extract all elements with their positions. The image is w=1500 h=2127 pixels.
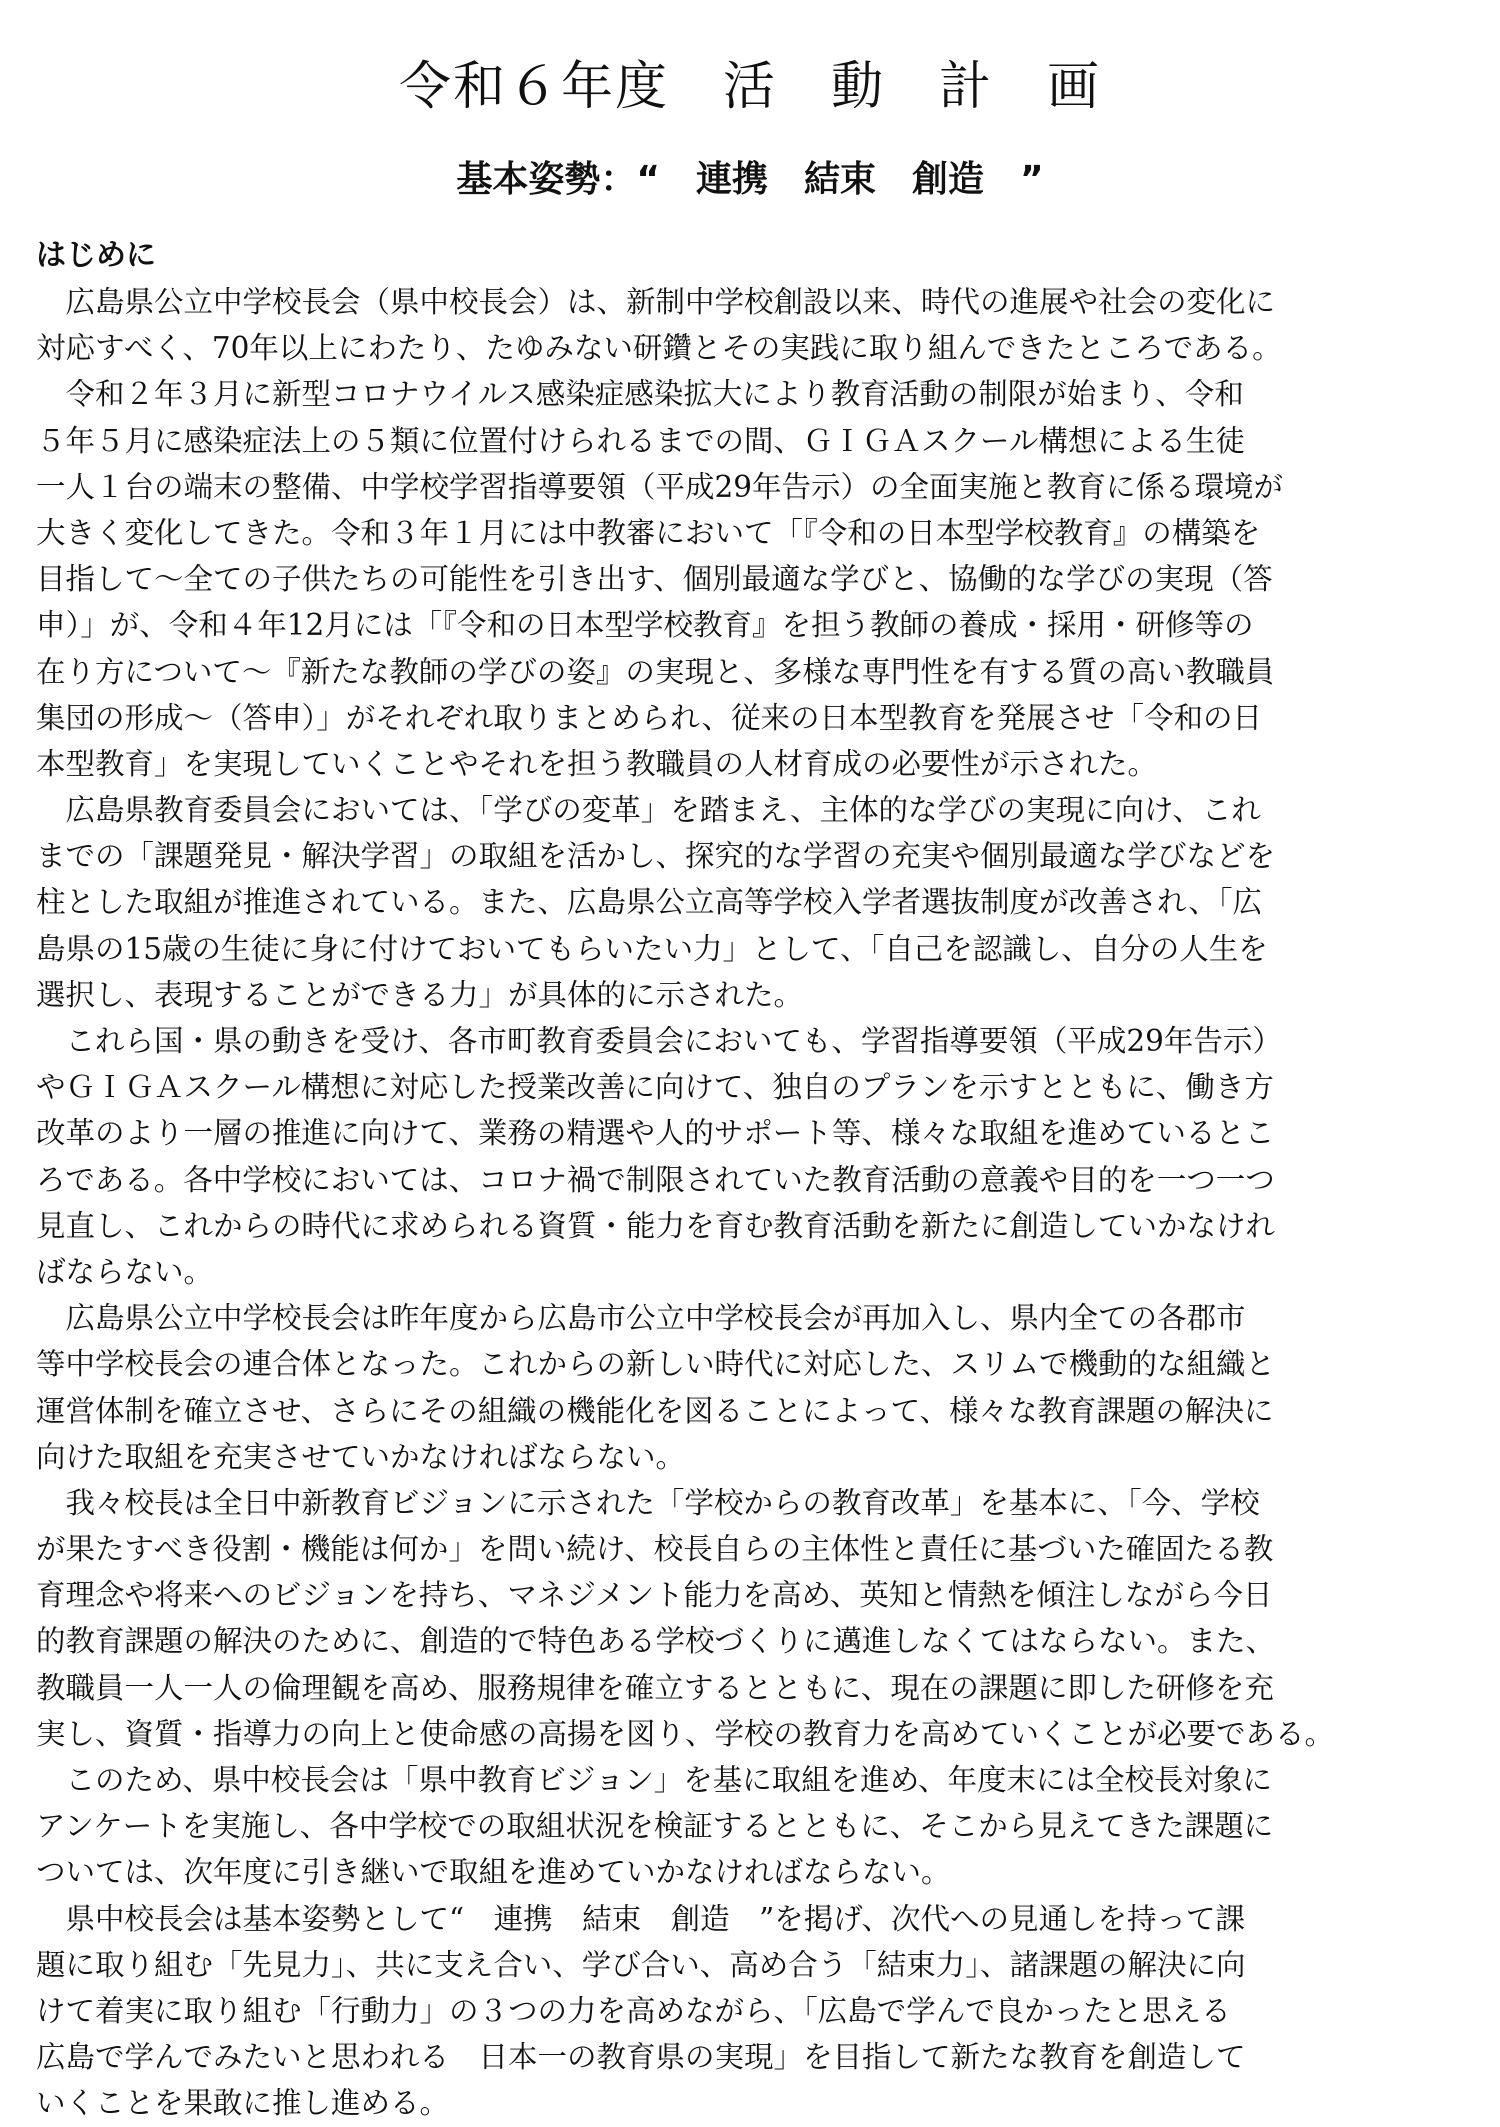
text-line: 育理念や将来へのビジョンを持ち、マネジメント能力を高め、英知と情熱を傾注しながら今日: [36, 1578, 1273, 1613]
text-line: が果たすべき役割・機能は何か」を問い続け、校長自らの主体性と責任に基づいた確固たる教: [36, 1532, 1274, 1567]
text-line: 申）」が、令和４年12月には「『令和の日本型学校教育』を担う教師の養成・採用・研修等の: [36, 608, 1254, 643]
text-line: ろである。各中学校においては、コロナ禍で制限されていた教育活動の意義や目的を一つ一つ: [36, 1162, 1275, 1197]
text-line: 運営体制を確立させ、さらにその組織の機能化を図ることによって、様々な教育課題の解決に: [36, 1393, 1274, 1428]
section-heading: はじめに: [36, 238, 156, 273]
text-line: いくことを果敢に推し進める。: [36, 2086, 450, 2121]
text-line: 目指して～全ての子供たちの可能性を引き出す、個別最適な学びと、協働的な学びの実現（答: [36, 562, 1273, 597]
text-line: 柱とした取組が推進されている。また、広島県公立高等学校入学者選抜制度が改善され、「広: [36, 885, 1263, 920]
text-line: やＧＩＧＡスクール構想に対応した授業改善に向けて、独自のプランを示すとともに、働き方: [36, 1070, 1274, 1105]
paragraph-5: [36, 1295, 1464, 1480]
text-line: 実し、資質・指導力の向上と使命感の高揚を図り、学校の教育力を高めていくことが必要である。: [36, 1716, 1335, 1751]
text-line: ついては、次年度に引き継いで取組を進めていかなければならない。: [36, 1855, 951, 1890]
text-line: 大きく変化してきた。令和３年１月には中教審において「『令和の日本型学校教育』の構築を: [36, 515, 1261, 550]
paragraph-2: [36, 371, 1464, 787]
text-line: 見直し、これからの時代に求められる資質・能力を育む教育活動を新たに創造していかなけれ: [36, 1208, 1276, 1243]
text-line: 県中校長会は基本姿勢として“ 連携 結束 創造 ”を掲げ、次代への見通しを持って課: [36, 1901, 1245, 1936]
text-line: 我々校長は全日中新教育ビジョンに示された「学校からの教育改革」を基本に、「今、学校: [36, 1485, 1260, 1520]
paragraph-6: [36, 1480, 1464, 1757]
text-line: 等中学校長会の連合体となった。これからの新しい時代に対応した、スリムで機動的な組織と: [36, 1347, 1276, 1382]
text-line: 題に取り組む「先見力」、共に支え合い、学び合い、高め合う「結束力」、諸課題の解決に向: [36, 1947, 1246, 1982]
text-line: 広島で学んでみたいと思われる 日本一の教育県の実現」を目指して新たな教育を創造して: [36, 2040, 1246, 2075]
paragraph-4: [36, 1018, 1464, 1295]
text-line: 一人１台の端末の整備、中学校学習指導要領（平成29年告示）の全面実施と教育に係る環境が: [36, 469, 1284, 504]
text-line: 広島県教育委員会においては、「学びの変革」を踏まえ、主体的な学びの実現に向け、これ: [36, 793, 1261, 828]
text-line: ばならない。: [36, 1254, 214, 1289]
text-line: 集団の形成～（答申）」がそれぞれ取りまとめられ、従来の日本型教育を発展させ「令和の日: [36, 700, 1263, 735]
text-line: までの「課題発見・解決学習」の取組を活かし、探究的な学習の充実や個別最適な学びなどを: [36, 839, 1276, 874]
text-line: これら国・県の動きを受け、各市町教育委員会においても、学習指導要領（平成29年告示）: [36, 1024, 1282, 1058]
document-title: 令和６年度 活 動 計 画: [398, 57, 1101, 117]
text-line: 島県の15歳の生徒に身に付けておいてもらいたい力」として、「自己を認識し、自分の人生を: [36, 931, 1268, 966]
text-line: アンケートを実施し、各中学校での取組状況を検証するとともに、そこから見えてきた課題に: [36, 1809, 1274, 1844]
paragraph-3: [36, 787, 1464, 1018]
text-line: 広島県公立中学校長会は昨年度から広島市公立中学校長会が再加入し、県内全ての各郡市: [36, 1301, 1246, 1336]
document-subtitle: 基本姿勢：“ 連携 結束 創造 ”: [456, 159, 1044, 200]
paragraph-7: [36, 1757, 1464, 1896]
text-line: 本型教育」を実現していくことやそれを担う教職員の人材育成の必要性が示された。: [36, 746, 1158, 781]
text-line: 対応すべく、70年以上にわたり、たゆみない研鑽とその実践に取り組んできたところである。: [36, 331, 1282, 366]
paragraph-8: [36, 1896, 1464, 2127]
text-line: このため、県中校長会は「県中教育ビジョン」を基に取組を進め、年度末には全校長対象に: [36, 1763, 1273, 1797]
paragraph-1: [36, 279, 1464, 371]
text-line: 広島県公立中学校長会（県中校長会）は、新制中学校創設以来、時代の進展や社会の変化に: [36, 285, 1276, 319]
text-line: 教職員一人一人の倫理観を高め、服務規律を確立するとともに、現在の課題に即した研修を充: [36, 1670, 1274, 1705]
text-line: 改革のより一層の推進に向けて、業務の精選や人的サポート等、様々な取組を進めているとこ: [36, 1116, 1275, 1151]
text-line: 選択し、表現することができる力」が具体的に示された。: [36, 977, 804, 1012]
text-line: ５年５月に感染症法上の５類に位置付けられるまでの間、ＧＩＧＡスクール構想による生徒: [36, 423, 1245, 458]
text-line: 向けた取組を充実させていかなければならない。: [36, 1439, 686, 1474]
text-line: けて着実に取り組む「行動力」の３つの力を高めながら、「広島で学んで良かったと思える: [36, 1993, 1231, 2028]
document-body: [36, 233, 1464, 2127]
text-line: 在り方について～『新たな教師の学びの姿』の実現と、多様な専門性を有する質の高い教職員: [36, 654, 1275, 689]
text-line: 令和２年３月に新型コロナウイルス感染症感染拡大により教育活動の制限が始まり、令和: [36, 377, 1244, 412]
text-line: 的教育課題の解決のために、創造的で特色ある学校づくりに邁進しなくてはならない。また、: [36, 1624, 1276, 1659]
